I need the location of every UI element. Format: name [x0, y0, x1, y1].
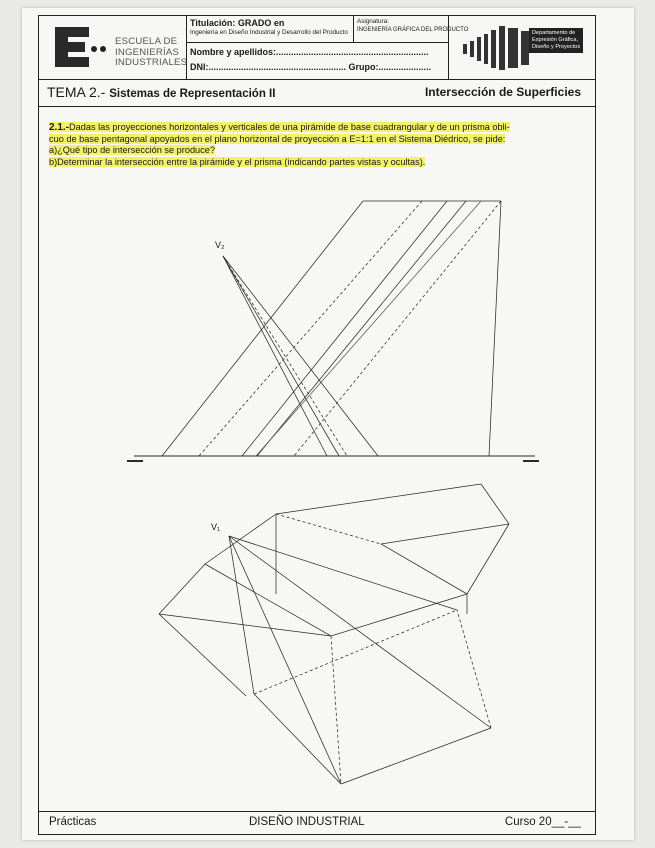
statement-line-1: Dadas las proyecciones horizontales y verticales de una pirámide de base cuadrangular y de un prisma obli-: [69, 122, 510, 132]
footer-practicas: Prácticas: [49, 816, 97, 828]
pyramid-h-edge-1: [229, 536, 254, 694]
statement-line-3: a)¿Qué tipo de intersección se produce?: [49, 145, 215, 155]
asignatura-label: Asignatura:: [357, 18, 389, 25]
pyramid-h-edge-2: [229, 536, 491, 728]
pyramid-h-hidden: [331, 636, 341, 784]
tema-number: TEMA 2.-: [47, 84, 106, 100]
titulacion-label: Titulación: GRADO en: [190, 18, 285, 28]
sheet-frame: [38, 15, 596, 835]
statement-line-4: b)Determinar la intersección entre la pirámide y el prisma (indicando partes vistas y ocultas).: [49, 156, 426, 167]
pyramid-h-base-1: [254, 694, 341, 784]
pyramid-h-base-2: [341, 728, 491, 784]
pyramid-h-edge-4: [229, 536, 341, 784]
footer-subject: DISEÑO INDUSTRIAL: [249, 816, 365, 828]
problem-number: 2.1.-: [49, 122, 70, 133]
pyramid-v-edge-3: [223, 256, 347, 456]
prism-h-top-4: [467, 524, 509, 594]
vertex-v1-label: V₁: [211, 522, 221, 532]
nombre-field[interactable]: Nombre y apellidos:.............................................................: [190, 47, 429, 57]
pyramid-v-edge-1: [223, 256, 327, 456]
dept-line-3: Diseño y Proyectos: [532, 44, 581, 50]
prism-h-top-3: [481, 484, 509, 524]
prism-v-edge-3: [242, 201, 447, 456]
prism-h-inner-4: [381, 544, 467, 594]
prism-h-top-2: [276, 484, 481, 514]
pyramid-v-edge-4: [223, 256, 378, 456]
dept-line-1: Departamento de: [532, 30, 576, 36]
prism-h-inner-3: [381, 524, 509, 544]
footer-course[interactable]: Curso 20__-__: [504, 816, 581, 828]
prism-v-edge-4: [257, 201, 466, 456]
prism-h-bottom-left: [159, 614, 246, 696]
pyramid-h-edge-3: [229, 536, 457, 610]
vertex-v2-label: V₂: [215, 240, 225, 250]
footer: [39, 811, 595, 834]
prism-h-front: [159, 614, 331, 636]
dihedral-drawing: [39, 16, 597, 811]
prism-h-left: [159, 564, 205, 614]
tema-subtitle: Sistemas de Representación II: [109, 88, 276, 100]
prism-h-inner-2: [276, 514, 381, 544]
prism-v-edge-2: [199, 201, 422, 456]
prism-v-base-right: [489, 201, 501, 456]
asignatura-value: INGENIERÍA GRÁFICA DEL PRODUCTO: [357, 27, 469, 33]
dni-field[interactable]: DNI:.......................................................: [190, 62, 347, 72]
pyramid-h-base-4: [254, 610, 457, 694]
grupo-field[interactable]: Grupo:.....................: [348, 62, 432, 72]
dept-line-2: Expresión Gráfica,: [532, 37, 579, 43]
school-line-2: INGENIERÍAS: [115, 46, 180, 58]
prism-h-front-right: [331, 594, 467, 636]
prism-v-edge-1: [162, 201, 363, 456]
topic-title: Intersección de Superficies: [424, 85, 581, 99]
prism-v-edge-5: [294, 201, 501, 456]
school-line-1: ESCUELA DE: [115, 36, 178, 47]
statement-line-2: cuo de base pentagonal apoyados en el plano horizontal de proyección a E=1:1 en el Sistema Diédrico, se pide:: [49, 133, 506, 144]
prism-v-extra-edge: [256, 201, 481, 456]
prism-h-inner-1: [205, 564, 331, 636]
titulacion-value: Ingeniería en Diseño Industrial y Desarrollo del Producto: [190, 29, 348, 36]
school-line-3: INDUSTRIALES: [115, 57, 188, 68]
pyramid-h-base-3: [457, 610, 491, 728]
